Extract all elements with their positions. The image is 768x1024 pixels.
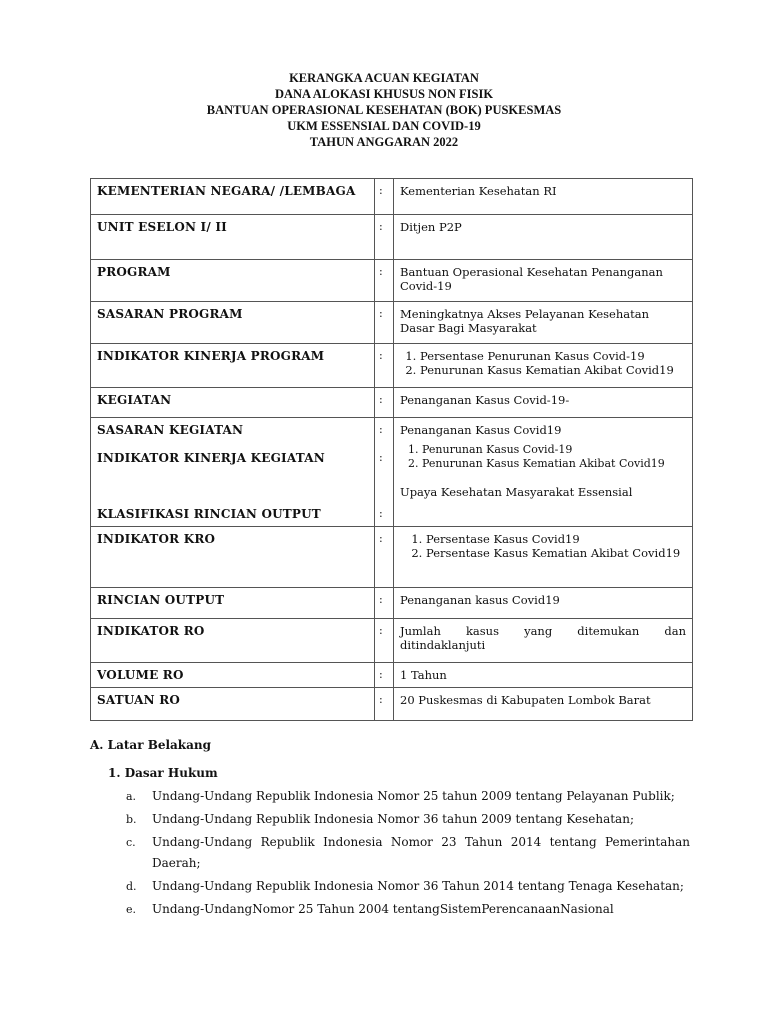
row-value: Kementerian Kesehatan RI <box>394 179 693 215</box>
list-item: 1. Persentase Kasus Covid19 <box>426 532 686 546</box>
document-title <box>0 70 768 150</box>
row-label: INDIKATOR KINERJA PROGRAM <box>91 344 375 388</box>
list-item <box>90 786 690 807</box>
list-item-text: Undang-Undang Republik Indonesia Nomor 25 tahun 2009 tentang Pelayanan Publik; <box>152 789 675 803</box>
row-separator-group <box>375 418 394 527</box>
list-item-text: Undang-Undang Republik Indonesia Nomor 36 tahun 2009 tentang Kesehatan; <box>152 812 634 826</box>
row-label: RINCIAN OUTPUT <box>91 588 375 619</box>
row-label: INDIKATOR RO <box>91 619 375 663</box>
row-label: INDIKATOR KINERJA KEGIATAN <box>97 451 325 465</box>
section-heading: A. Latar Belakang <box>90 738 212 752</box>
row-separator: : <box>375 663 394 688</box>
table-row <box>91 179 693 215</box>
row-separator: : <box>375 688 394 721</box>
list-item: 2. Penurunan Kasus Kematian Akibat Covid19 <box>422 457 686 471</box>
row-label: KEMENTERIAN NEGARA/ /LEMBAGA <box>91 179 375 215</box>
section-latar-belakang <box>90 738 690 922</box>
list-marker: d. <box>126 880 137 893</box>
row-value: Jumlah kasus yang ditemukan dan ditindaklanjuti <box>394 619 693 663</box>
row-value: 1 Tahun <box>394 663 693 688</box>
row-label: VOLUME RO <box>91 663 375 688</box>
list-marker: c. <box>126 836 136 849</box>
row-value: Meningkatnya Akses Pelayanan Kesehatan Dasar Bagi Masyarakat <box>394 302 693 344</box>
kak-info-table <box>90 178 693 721</box>
law-list <box>90 786 690 920</box>
table-row <box>91 527 693 588</box>
table-row <box>91 418 693 527</box>
row-value: Penanganan kasus Covid19 <box>394 588 693 619</box>
title-line: UKM ESSENSIAL DAN COVID-19 <box>287 119 481 133</box>
table-row <box>91 688 693 721</box>
row-separator: : <box>375 215 394 260</box>
row-separator: : <box>375 260 394 302</box>
title-line: TAHUN ANGGARAN 2022 <box>309 135 459 149</box>
row-label: KLASIFIKASI RINCIAN OUTPUT <box>97 507 321 521</box>
row-value: Bantuan Operasional Kesehatan Penanganan Covid-19 <box>394 260 693 302</box>
row-label: PROGRAM <box>91 260 375 302</box>
row-separator: : <box>375 344 394 388</box>
list-item <box>90 876 690 897</box>
row-label-group <box>91 418 375 527</box>
row-separator: : <box>379 507 383 520</box>
table-row <box>91 260 693 302</box>
list-item-text: Undang-Undang Republik Indonesia Nomor 23 Tahun 2014 tentang Pemerintahan Daerah; <box>152 835 690 870</box>
row-value: 20 Puskesmas di Kabupaten Lombok Barat <box>394 688 693 721</box>
list-item <box>90 809 690 830</box>
subsection-heading: 1. Dasar Hukum <box>108 766 218 780</box>
row-value: Penanganan Kasus Covid-19- <box>394 388 693 418</box>
row-separator: : <box>379 423 383 436</box>
table-row <box>91 344 693 388</box>
row-value: Upaya Kesehatan Masyarakat Essensial <box>400 485 633 499</box>
table-row <box>91 619 693 663</box>
table-row <box>91 588 693 619</box>
row-separator: : <box>375 619 394 663</box>
list-item: 1. Persentase Penurunan Kasus Covid-19 <box>420 349 686 363</box>
row-label: UNIT ESELON I/ II <box>91 215 375 260</box>
row-value-list <box>394 527 693 588</box>
list-item <box>90 832 690 874</box>
row-value: Penanganan Kasus Covid19 <box>400 423 562 437</box>
table-row <box>91 302 693 344</box>
row-label: KEGIATAN <box>91 388 375 418</box>
list-marker: e. <box>126 903 137 916</box>
row-label: INDIKATOR KRO <box>91 527 375 588</box>
row-value: Ditjen P2P <box>394 215 693 260</box>
list-item: 2. Persentase Kasus Kematian Akibat Covid19 <box>426 546 686 560</box>
title-line: DANA ALOKASI KHUSUS NON FISIK <box>274 87 494 101</box>
table-row <box>91 388 693 418</box>
row-separator: : <box>375 588 394 619</box>
row-separator: : <box>375 388 394 418</box>
table-row <box>91 663 693 688</box>
row-label: SASARAN PROGRAM <box>91 302 375 344</box>
row-label: SATUAN RO <box>91 688 375 721</box>
list-item-text: Undang-Undang Republik Indonesia Nomor 36 Tahun 2014 tentang Tenaga Kesehatan; <box>152 879 684 893</box>
list-item-text: Undang-UndangNomor 25 Tahun 2004 tentangSistemPerencanaanNasional <box>152 902 614 916</box>
row-separator: : <box>375 179 394 215</box>
row-value-list <box>394 344 693 388</box>
row-separator: : <box>375 302 394 344</box>
list-item: 2. Penurunan Kasus Kematian Akibat Covid19 <box>420 363 686 377</box>
list-marker: a. <box>126 790 137 803</box>
list-item <box>90 899 690 920</box>
table-row <box>91 215 693 260</box>
row-label: SASARAN KEGIATAN <box>97 423 244 437</box>
row-value-group <box>394 418 693 527</box>
row-separator: : <box>379 451 383 464</box>
title-line: KERANGKA ACUAN KEGIATAN <box>289 71 479 85</box>
title-line: BANTUAN OPERASIONAL KESEHATAN (BOK) PUSKESMAS <box>206 103 562 117</box>
list-marker: b. <box>126 813 137 826</box>
list-item: 1. Penurunan Kasus Covid-19 <box>422 443 686 457</box>
row-separator: : <box>375 527 394 588</box>
